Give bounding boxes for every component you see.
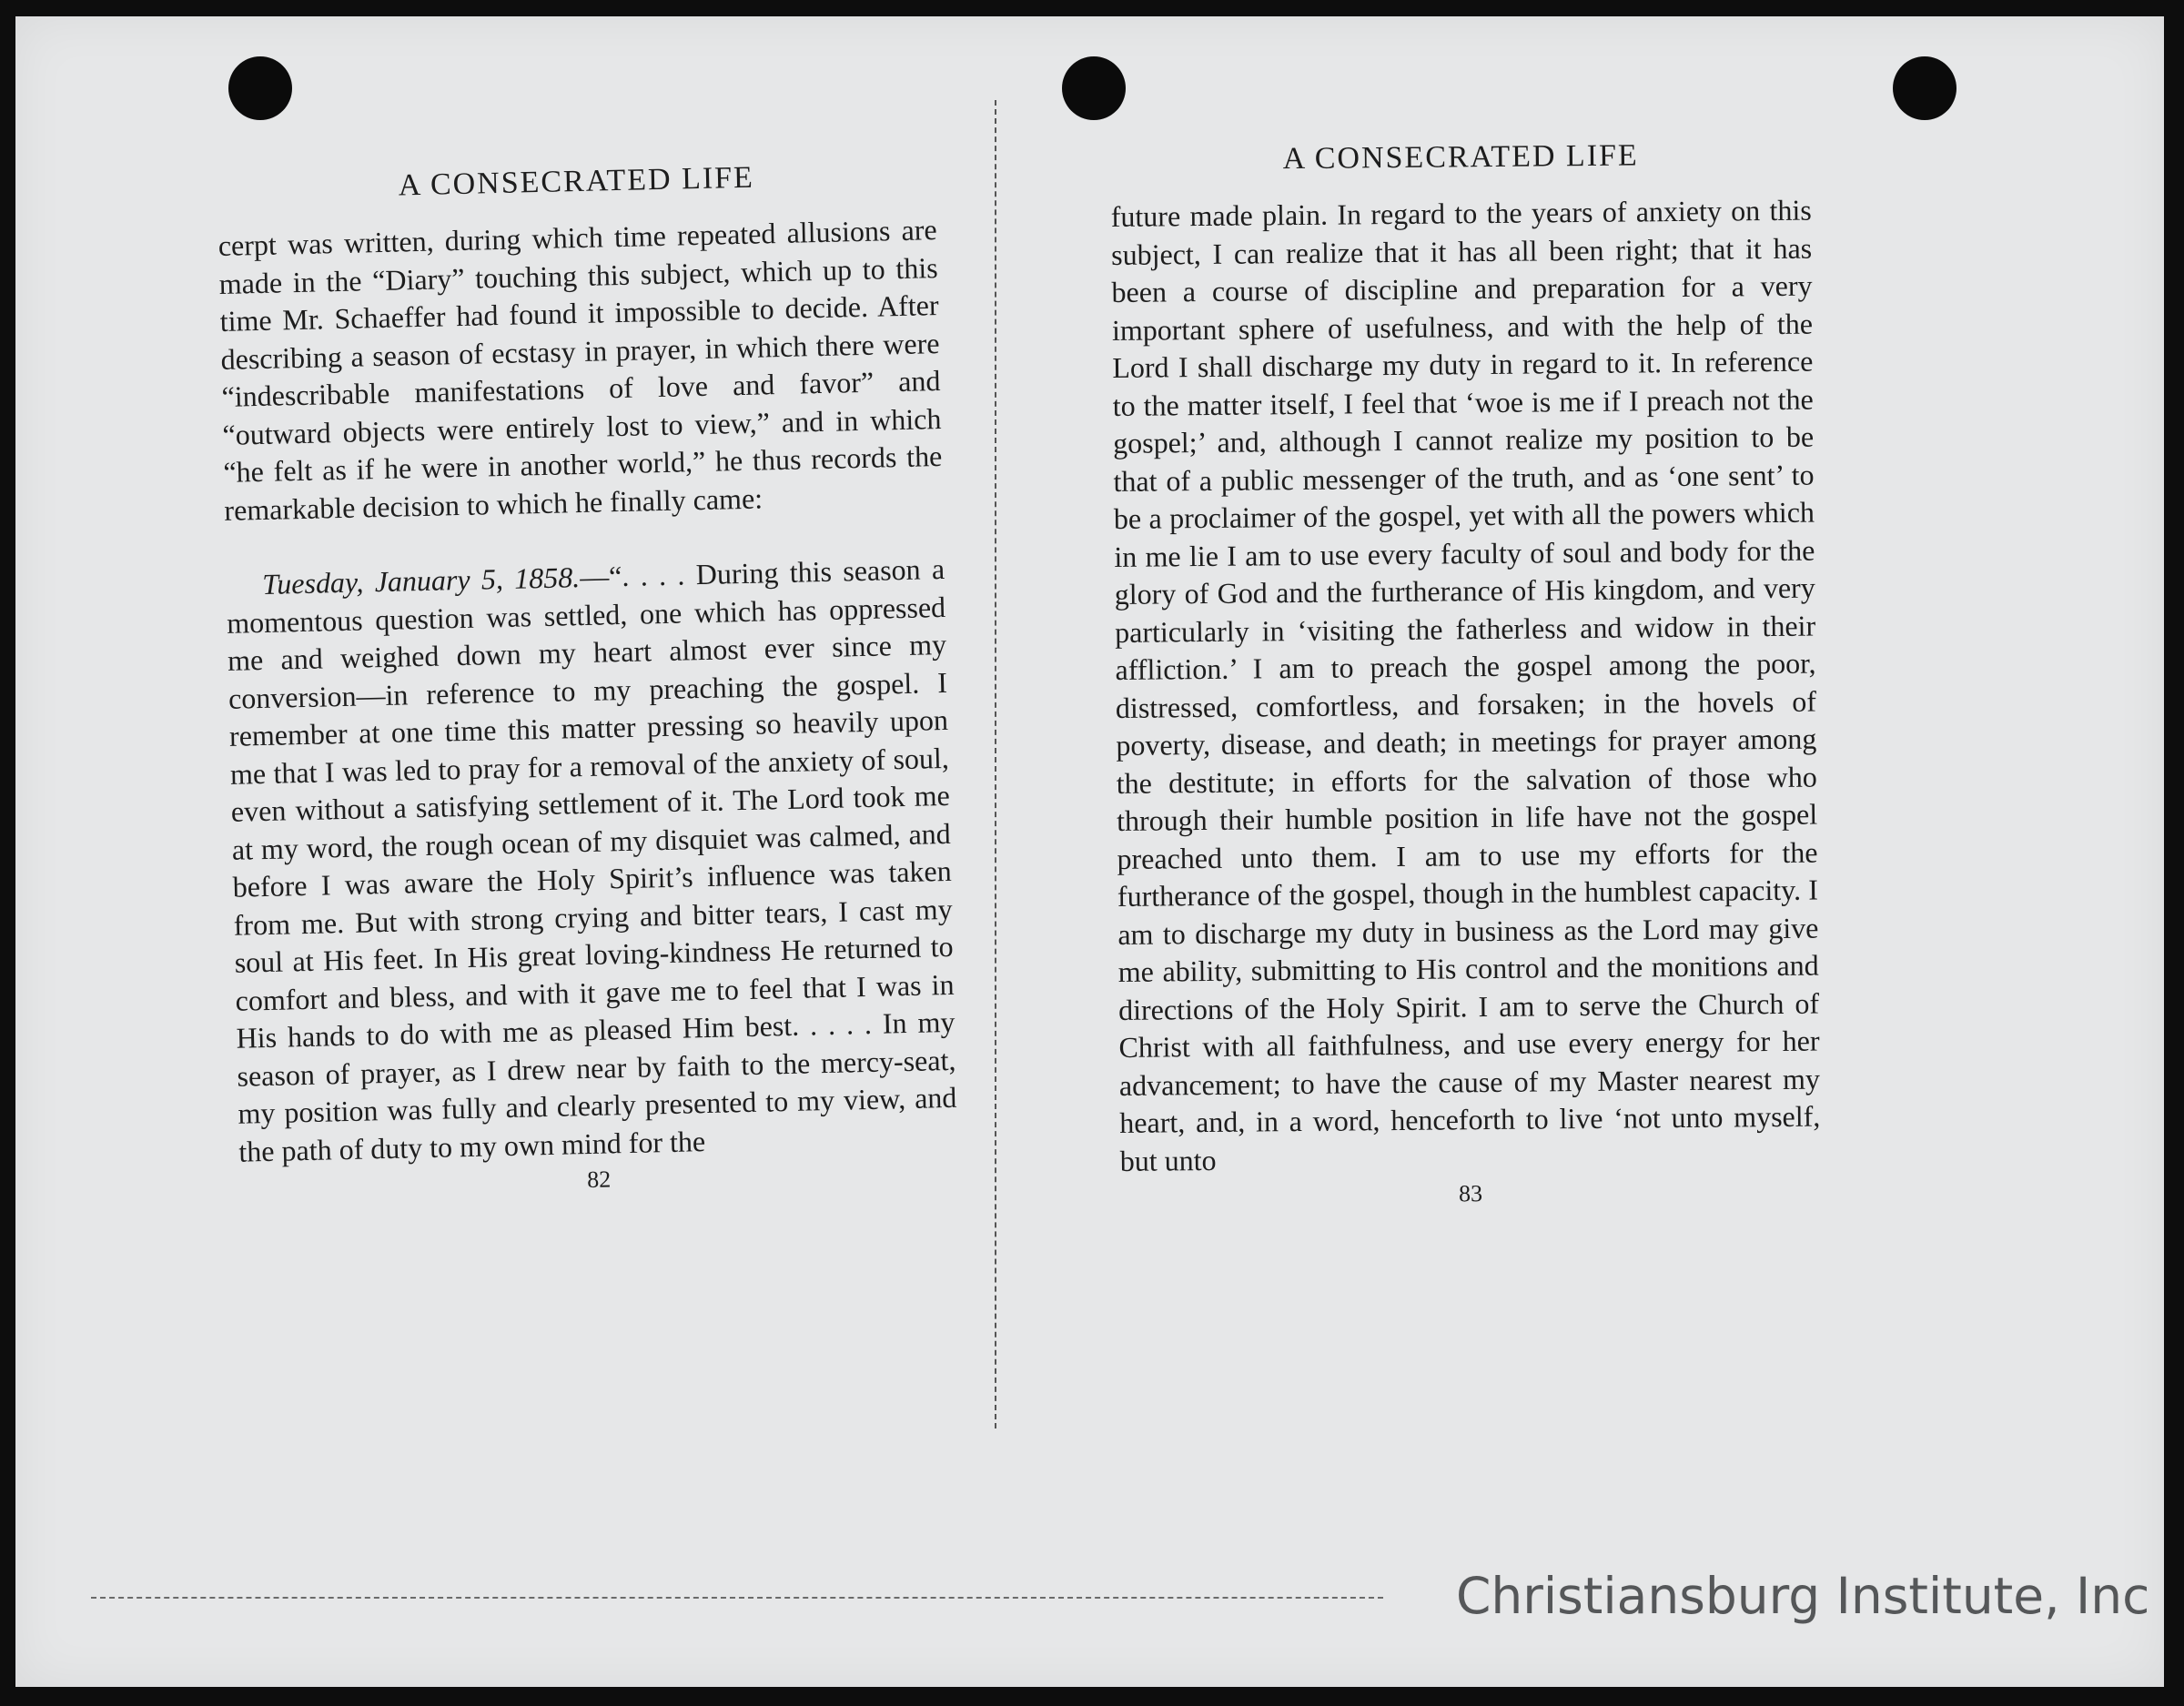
left-page-body [217,211,957,1171]
punch-hole-right [1893,56,1956,120]
left-page [217,156,958,1202]
running-head-right: A CONSECRATED LIFE [1282,138,1639,177]
left-paragraph-1: cerpt was written, during which time repeated allusions are made in the “Diary” touching this subject, which up to this time Mr. Schaeffer had found it impossible to decide. After describing a season of ecstasy in prayer, in which there were “indescribable manifestations of love and favor” and “outward objects were entirely lost to view,” and in which “he felt as if he were in another world,” he thus records the remarkable decision to which he finally came: [217,213,943,527]
right-paragraph-1: future made plain. In regard to the years of anxiety on this subject, I can realize that it has all been right; that it has been a course of discipline and preparation for a very important sphere of usefulness, and with the help of the Lord I shall discharge my duty in regard to it. In reference to the matter itself, I feel that ‘woe is me if I preach not the gospel;’ and, although I cannot realize my position to be that of a public messenger of the truth, and as ‘one sent’ to be a proclaimer of the gospel, yet with all the powers which in me lie I am to use every faculty of soul and body for the glory of God and the furtherance of His kingdom, and very particularly in ‘visiting the fatherless and widow in their affliction.’ I am to preach the gospel among the poor, distressed, comfortless, and forsaken; in the hovels of poverty, disease, and death; in meetings for prayer among the destitute; in efforts for the salvation of those who through their humble position in life have not the gospel preached unto them. I am to use my efforts for the furtherance of the gospel, though in the humblest capacity. I am to discharge my duty in business as the Lord may give me ability, submitting to His control and the monitions and directions of the Holy Spirit. I am to serve the Church of Christ with all faithfulness, and use every energy for her advancement; to have the cause of my Master nearest my heart, and, in a word, henceforth to live ‘not unto myself, but unto [1110,193,1821,1177]
running-head-left: A CONSECRATED LIFE [398,160,755,203]
diary-entry-date: Tuesday, January 5, 1858. [261,560,581,601]
page-gutter [995,100,996,1428]
page-number-left: 82 [586,1166,612,1194]
footer-dashed-line [91,1597,1383,1599]
watermark: Christiansburg Institute, Inc [1456,1567,2150,1625]
right-page-body [1111,192,1821,1180]
punch-hole-middle [1062,56,1126,120]
page-number-right: 83 [1458,1180,1483,1207]
diary-entry-text: —“. . . . During this season a momentous question was settled, one which has oppressed me and weighed down my heart almost ever since my conversion—in reference to my preaching the gospel. I remember at one time this matter pressing so heavily upon me that I was led to pray for a removal of the anxiety of soul, even without a satisfying settlement of it. The Lord took me at my word, the rough ocean of my disquiet was calmed, and before I was aware the Holy Spirit’s influence was taken from me. But with strong crying and bitter tears, I cast my soul at His feet. In His great loving-kindness He returned to comfort and bless, and with it gave me to feel that I was in His hands to do with me as pleased Him best. . . . . In my season of prayer, as I drew near by faith to the mercy-seat, my position was fully and clearly presented to my view, and the path of duty to my own mind for the [226,551,957,1168]
right-page [1110,137,1821,1211]
left-paragraph-2 [226,550,958,1171]
punch-hole-left [228,56,292,120]
